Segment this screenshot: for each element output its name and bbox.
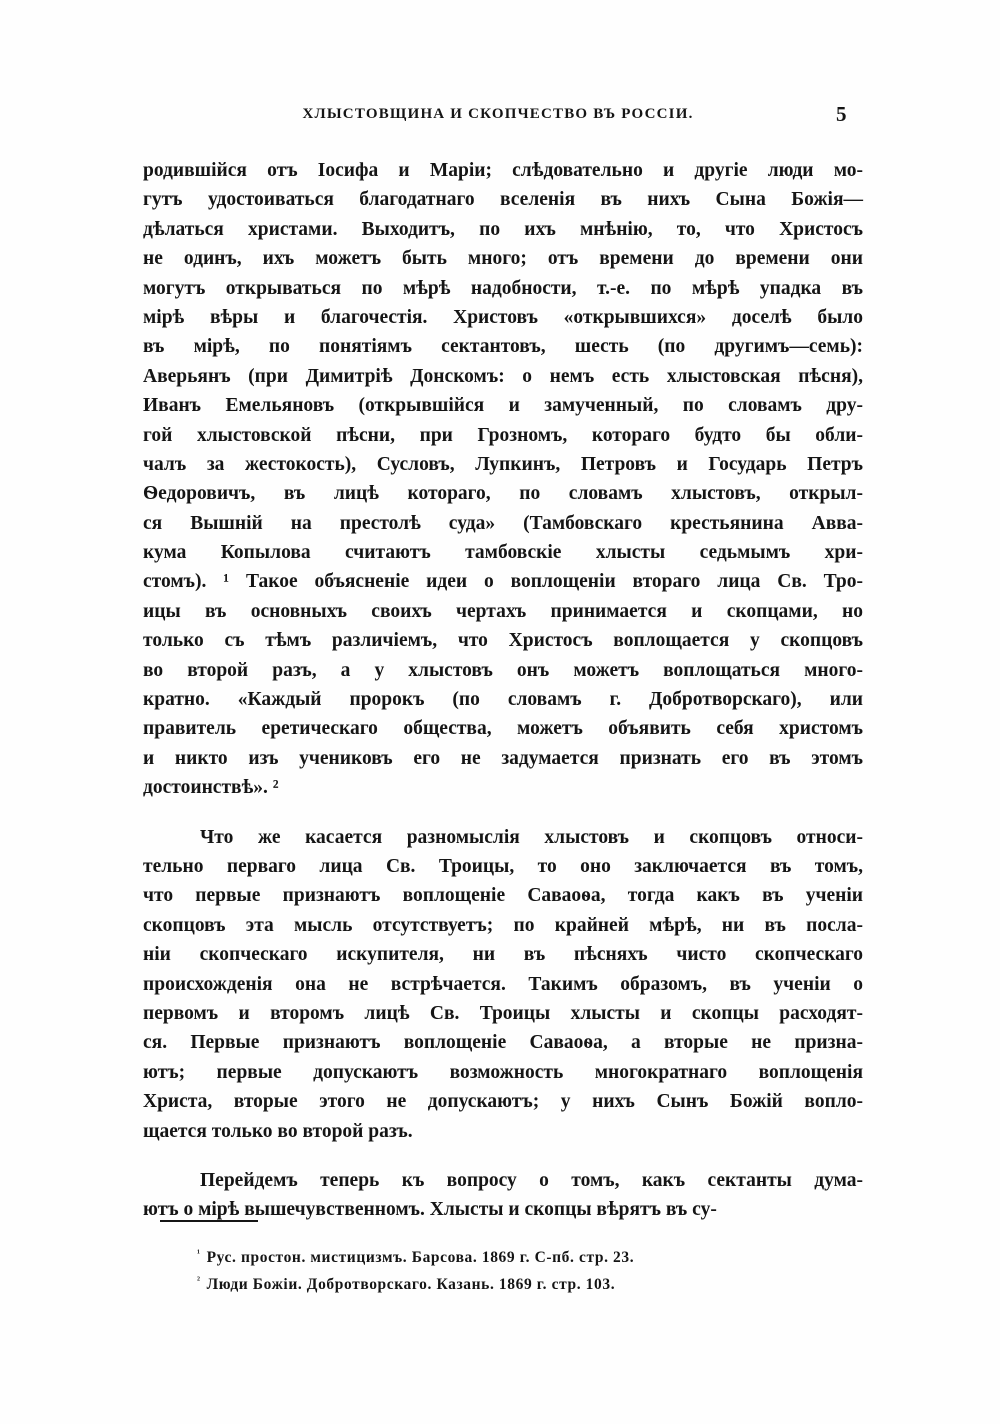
paragraph (143, 156, 863, 803)
paragraph-gap (143, 803, 863, 823)
footnotes (197, 1244, 757, 1298)
footnote (197, 1271, 757, 1298)
text-line: во второй разъ, а у хлыстовъ онъ можетъ воплощаться много- (143, 659, 863, 681)
text-line: кратно. «Каждый пророкъ (по словамъ г. Добротворскаго), или (143, 689, 863, 711)
footnote-divider (160, 1220, 258, 1222)
text-line: дѣлаться христами. Выходитъ, по ихъ мнѣнію, то, что Христосъ (143, 218, 863, 240)
text-line: мірѣ вѣры и благочестія. Христовъ «открывшихся» доселѣ было (143, 306, 863, 328)
page-number: 5 (836, 102, 847, 126)
text-line: Христа, вторые этого не допускаютъ; у нихъ Сынъ Божій вопло- (143, 1091, 863, 1113)
paragraph-gap (143, 1146, 863, 1166)
body-text (143, 156, 863, 1225)
text-line: ніи скопческаго искупителя, ни въ пѣсняхъ чисто скопческаго (143, 944, 863, 966)
text-line: гутъ удостоиваться благодатнаго вселенія въ нихъ Сына Божія— (143, 189, 863, 211)
text-line: правитель еретическаго общества, можетъ объявить себя христомъ (143, 718, 863, 740)
text-line: достоинствѣ». ² (143, 777, 279, 799)
text-line: чалъ за жестокость), Сусловъ, Лупкинъ, Петровъ и Государь Петръ (143, 453, 863, 475)
text-line: щается только во второй разъ. (143, 1120, 413, 1142)
text-line: Аверьянъ (при Димитріѣ Донскомъ: о немъ есть хлыстовская пѣсня), (143, 365, 863, 387)
footnote-marker: ² (197, 1275, 201, 1286)
text-line: гой хлыстовской пѣсни, при Грозномъ, котораго будто бы обли- (143, 424, 863, 446)
text-line: Что же касается разномыслія хлыстовъ и скопцовъ относи- (200, 826, 863, 848)
footnote-text: Люди Божіи. Добротворскаго. Казань. 1869 г. стр. 103. (206, 1276, 616, 1293)
text-line: Перейдемъ теперь къ вопросу о томъ, какъ сектанты дума- (200, 1169, 863, 1191)
text-line: и никто изъ учениковъ его не задумается признать его въ этомъ (143, 747, 863, 769)
text-line: тельно перваго лица Св. Троицы, то оно заключается въ томъ, (143, 855, 863, 877)
text-line: не одинъ, ихъ можетъ быть много; отъ времени до времени они (143, 248, 863, 270)
text-line: стомъ). ¹ Такое объясненіе идеи о воплощеніи втораго лица Св. Тро- (143, 571, 863, 593)
text-line: скопцовъ эта мысль отсутствуетъ; по крайней мѣрѣ, ни въ посла- (143, 914, 863, 936)
paragraph (143, 823, 863, 1146)
text-line: ся. Первые признаютъ воплощеніе Саваоѳа, а вторые не призна- (143, 1032, 863, 1054)
text-line: въ мірѣ, по понятіямъ сектантовъ, шесть (по другимъ—семь): (143, 336, 863, 358)
text-line: могутъ открываться по мѣрѣ надобности, т.-е. по мѣрѣ упадка въ (143, 277, 863, 299)
text-line: что первые признаютъ воплощеніе Саваоѳа, тогда какъ въ ученіи (143, 885, 863, 907)
text-line: кума Копылова считаютъ тамбовскіе хлысты седьмымъ хри- (143, 542, 863, 564)
footnote (197, 1244, 757, 1271)
text-line: только съ тѣмъ различіемъ, что Христосъ воплощается у скопцовъ (143, 630, 863, 652)
footnote-marker: ¹ (197, 1248, 201, 1259)
text-line: ицы въ основныхъ своихъ чертахъ принимается и скопцами, но (143, 600, 863, 622)
paragraph (143, 1166, 863, 1225)
footnote-text: Рус. простон. мистицизмъ. Барсова. 1869 г. С-пб. стр. 23. (206, 1249, 635, 1266)
running-header (0, 102, 1000, 132)
text-line: первомъ и второмъ лицѣ Св. Троицы хлысты и скопцы расходят- (143, 1002, 863, 1024)
text-line: происхожденія она не встрѣчается. Такимъ образомъ, въ ученіи о (143, 973, 863, 995)
text-line: ютъ о мірѣ вышечувственномъ. Хлысты и скопцы вѣрятъ въ су- (143, 1199, 717, 1221)
running-title: ХЛЫСТОВЩИНА И СКОПЧЕСТВО ВЪ РОССІИ. (302, 106, 694, 122)
text-line: Ѳедоровичъ, въ лицѣ котораго, по словамъ хлыстовъ, открыл- (143, 483, 863, 505)
text-line: родившійся отъ Іосифа и Маріи; слѣдовательно и другіе люди мо- (143, 160, 863, 181)
text-line: ютъ; первые допускаютъ возможность многократнаго воплощенія (143, 1061, 863, 1083)
text-line: ся Вышній на престолѣ суда» (Тамбовскаго крестьянина Авва- (143, 512, 863, 534)
text-line: Иванъ Емельяновъ (открывшійся и замученный, по словамъ дру- (143, 395, 863, 417)
